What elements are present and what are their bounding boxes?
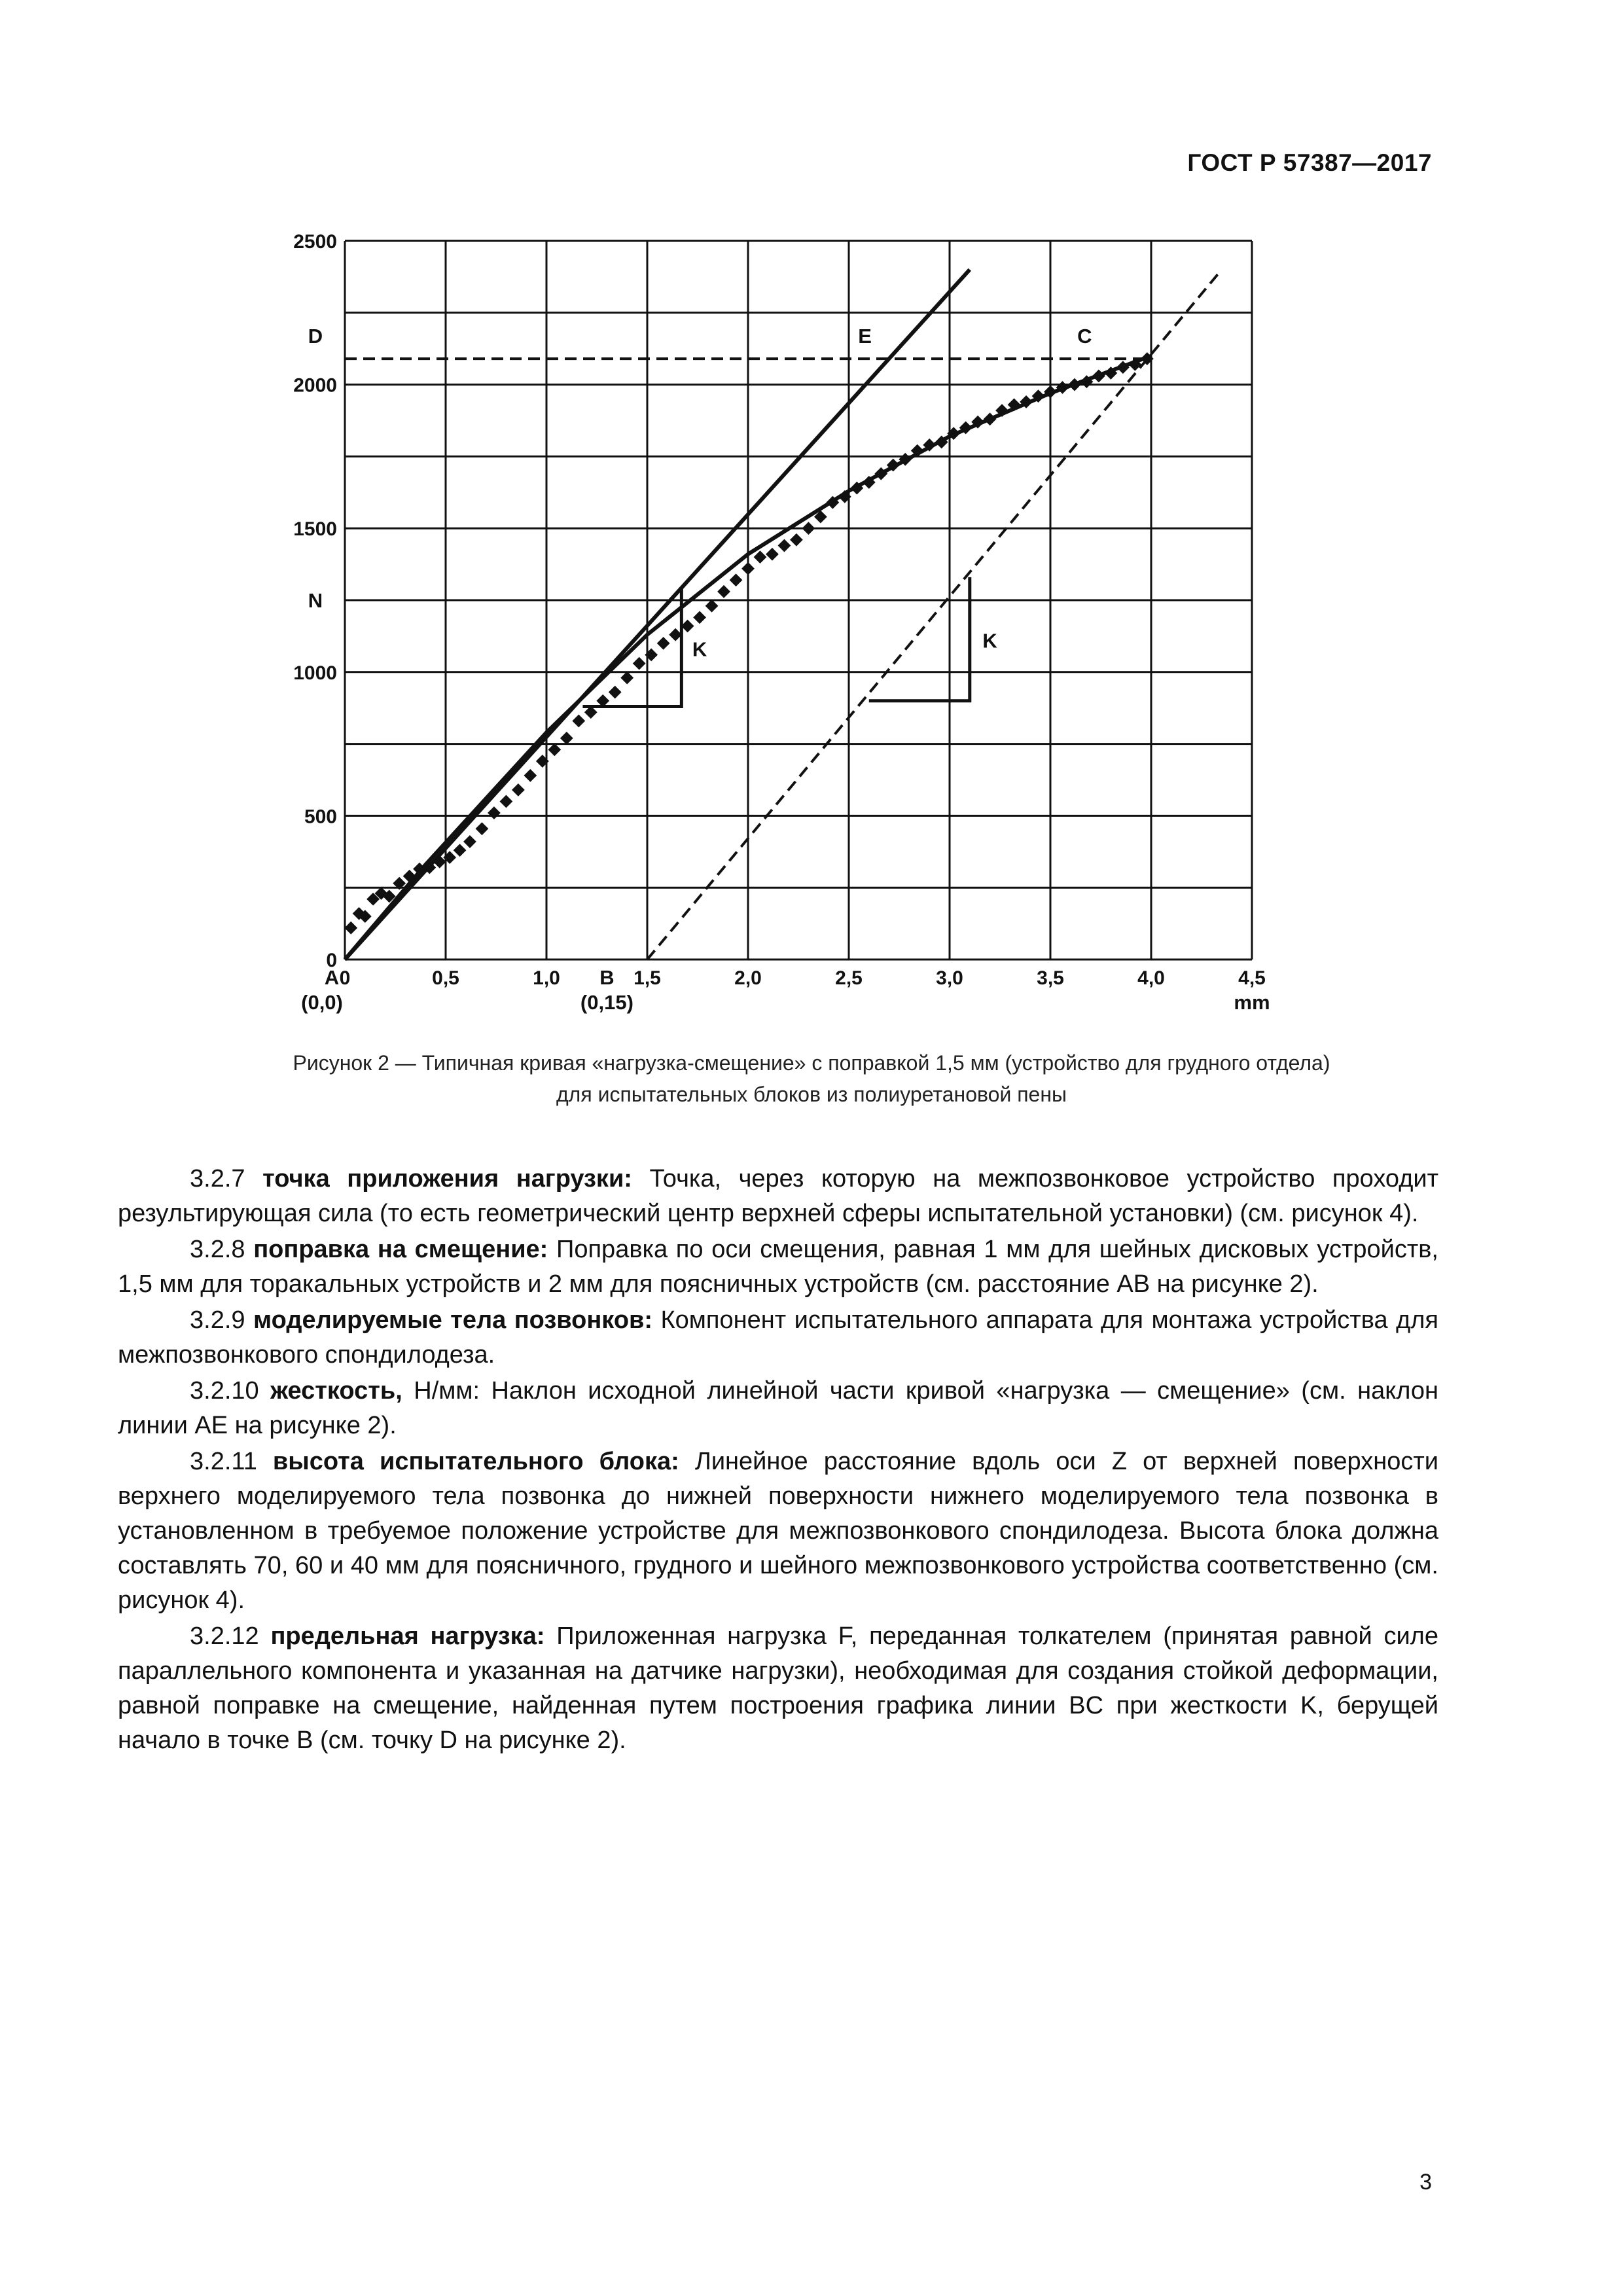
data-point-marker — [488, 806, 501, 819]
data-point-marker — [524, 769, 537, 782]
data-point-marker-shape — [693, 611, 706, 624]
data-point-marker-shape — [572, 715, 585, 728]
point-label-b: B — [599, 966, 615, 989]
definition-3-2-9 — [118, 1303, 1438, 1372]
definition-term: точка приложения нагрузки: — [262, 1165, 632, 1193]
data-point-marker-shape — [730, 573, 743, 586]
data-point-marker-shape — [488, 806, 501, 819]
series-line-ae — [345, 270, 970, 960]
point-label-e: E — [858, 324, 872, 348]
definition-term: высота испытательного блока: — [272, 1448, 679, 1475]
data-point-marker — [766, 548, 779, 561]
series-line-bc — [647, 270, 1222, 960]
stiffness-triangle-2 — [869, 577, 970, 701]
point-label-b-coord: (0,15) — [580, 991, 633, 1014]
y-tick-label: 2500 — [293, 231, 337, 253]
definitions-list — [118, 1162, 1438, 1759]
x-tick-label: 3,0 — [936, 967, 963, 989]
data-point-marker — [778, 539, 791, 552]
data-point-marker-shape — [500, 795, 513, 808]
data-point-marker — [633, 657, 646, 670]
definition-3-2-11 — [118, 1444, 1438, 1618]
y-axis-label: N — [308, 589, 323, 612]
data-point-marker — [560, 732, 573, 745]
x-tick-label: 1,0 — [533, 967, 560, 989]
data-point-marker — [717, 585, 730, 598]
data-point-marker — [463, 835, 476, 848]
chart-ticks — [293, 231, 1266, 989]
data-point-marker — [500, 795, 513, 808]
y-tick-label: 1000 — [293, 662, 337, 684]
data-point-marker-shape — [548, 743, 561, 756]
point-label-d: D — [308, 324, 323, 348]
data-point-marker-shape — [717, 585, 730, 598]
data-point-marker-shape — [609, 686, 622, 699]
data-point-marker-shape — [463, 835, 476, 848]
definition-term: жесткость, — [270, 1377, 402, 1405]
definition-number: 3.2.8 — [190, 1236, 254, 1263]
data-point-marker-shape — [766, 548, 779, 561]
data-point-marker — [657, 637, 670, 650]
data-point-marker-shape — [778, 539, 791, 552]
data-point-marker-shape — [454, 844, 467, 857]
data-point-marker-shape — [790, 533, 803, 547]
y-tick-label: 0 — [326, 950, 337, 971]
data-point-marker — [344, 922, 357, 935]
data-point-marker-shape — [512, 783, 525, 797]
data-point-marker — [754, 550, 767, 564]
figure-caption-line-2: для испытательных блоков из полиуретановой пены — [556, 1083, 1067, 1106]
stiffness-label-k1: K — [692, 637, 707, 661]
x-tick-label: 3,5 — [1037, 967, 1064, 989]
data-point-marker-shape — [657, 637, 670, 650]
x-tick-label: 1,5 — [633, 967, 661, 989]
load-displacement-chart — [0, 0, 1623, 1047]
definition-3-2-10 — [118, 1374, 1438, 1443]
x-tick-label: 2,5 — [835, 967, 863, 989]
definition-number: 3.2.11 — [190, 1448, 273, 1475]
definition-text: Компонент испытательного аппарата для монтажа устройства для межпозвонкового спондилодеза. — [118, 1306, 1438, 1369]
point-label-a-coord: (0,0) — [301, 991, 343, 1014]
definition-text: Линейное расстояние вдоль оси Z от верхней поверхности верхнего моделируемого тела позвонка до нижней поверхности нижнего моделируемого тела позвонка в установленном в требуемое положение устройстве для межпозвонкового спондилодеза. Высота блока должна составлять 70, 60 и 40 мм для поясничного, грудного и шейного межпозвонкового устройства соответственно (см. рисунок 4). — [118, 1448, 1439, 1614]
definition-text: Н/мм: Наклон исходной линейной части кривой «нагрузка — смещение» (см. наклон линии AE на рисунке 2). — [118, 1377, 1438, 1439]
data-point-marker-shape — [802, 522, 815, 535]
y-tick-label: 2000 — [293, 374, 337, 397]
definition-number: 3.2.7 — [190, 1165, 263, 1193]
y-tick-label: 1500 — [293, 518, 337, 541]
data-point-marker-shape — [476, 822, 489, 835]
data-point-marker — [572, 715, 585, 728]
data-point-marker — [548, 743, 561, 756]
definition-3-2-12 — [118, 1619, 1438, 1758]
data-point-marker-shape — [560, 732, 573, 745]
data-point-marker — [512, 783, 525, 797]
x-tick-label: 0 — [339, 967, 351, 989]
definition-number: 3.2.12 — [190, 1623, 271, 1650]
y-tick-label: 500 — [304, 806, 337, 828]
stiffness-label-k2: K — [982, 629, 997, 653]
data-point-marker-shape — [754, 550, 767, 564]
definition-3-2-7 — [118, 1162, 1438, 1231]
point-label-c: C — [1077, 324, 1092, 348]
definition-3-2-8 — [118, 1232, 1438, 1302]
x-tick-label: 2,0 — [734, 967, 762, 989]
page-number: 3 — [1419, 2170, 1432, 2195]
document-id: ГОСТ Р 57387—2017 — [1187, 149, 1432, 176]
data-point-marker-shape — [705, 600, 719, 613]
definition-text: Приложенная нагрузка F, переданная толкателем (принятая равной силе параллельного компонента и указанная на датчике нагрузки), необходимая для создания стойкой деформации, равной поправке на смещение, найденная путем построения графика линии BC при жесткости K, берущей начало в точке B (см. точку D на рисунке 2). — [118, 1623, 1439, 1754]
definition-text: Точка, через которую на межпозвонковое устройство проходит результирующая сила (то есть геометрический центр верхней сферы испытательной установки) (см. рисунок 4). — [118, 1165, 1438, 1227]
figure-caption — [157, 1047, 1466, 1110]
x-tick-label: 0,5 — [432, 967, 459, 989]
data-point-marker — [476, 822, 489, 835]
definition-term: предельная нагрузка: — [270, 1623, 545, 1650]
data-point-marker — [741, 562, 755, 575]
data-point-marker-shape — [620, 672, 633, 685]
definition-term: поправка на смещение: — [253, 1236, 548, 1263]
data-point-marker-shape — [633, 657, 646, 670]
chart-grid — [345, 241, 1252, 960]
figure-caption-line-1: Рисунок 2 — Типичная кривая «нагрузка-смещение» с поправкой 1,5 мм (устройство для грудного отдела) — [293, 1051, 1330, 1075]
point-label-a: A — [324, 966, 340, 989]
data-point-marker — [730, 573, 743, 586]
data-point-marker — [620, 672, 633, 685]
x-tick-label: 4,0 — [1137, 967, 1165, 989]
definition-number: 3.2.9 — [190, 1306, 253, 1334]
chart-series — [344, 270, 1221, 960]
data-point-marker — [705, 600, 719, 613]
definition-text: Поправка по оси смещения, равная 1 мм для шейных дисковых устройств, 1,5 мм для торакальных устройств и 2 мм для поясничных устройств (см. расстояние AB на рисунке 2). — [118, 1236, 1438, 1298]
data-point-marker — [693, 611, 706, 624]
data-point-marker — [790, 533, 803, 547]
data-point-marker — [609, 686, 622, 699]
definition-number: 3.2.10 — [190, 1377, 271, 1405]
x-tick-label: 4,5 — [1238, 967, 1266, 989]
data-point-marker-shape — [344, 922, 357, 935]
data-point-marker-shape — [524, 769, 537, 782]
data-point-marker-shape — [741, 562, 755, 575]
data-point-marker — [802, 522, 815, 535]
data-point-marker — [454, 844, 467, 857]
definition-term: моделируемые тела позвонков: — [253, 1306, 653, 1334]
x-axis-label: mm — [1234, 991, 1270, 1014]
